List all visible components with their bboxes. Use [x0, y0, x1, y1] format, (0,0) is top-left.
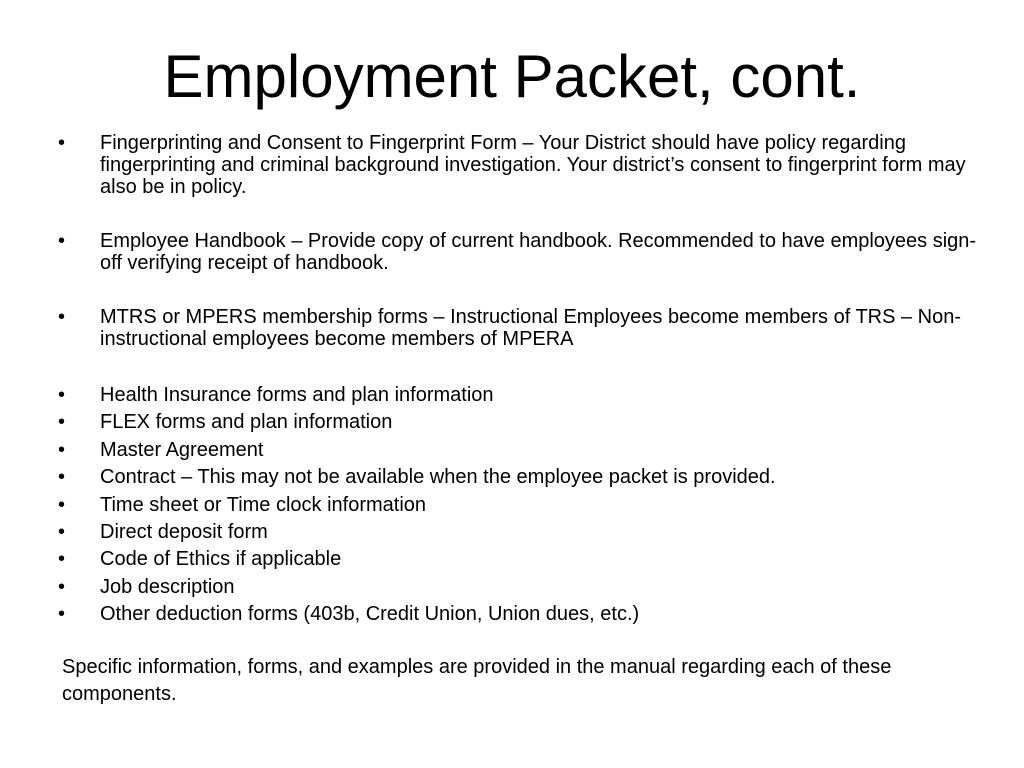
list-item	[58, 230, 978, 274]
bullet-icon: •	[58, 306, 66, 328]
bullet-icon: •	[58, 132, 66, 154]
list-item-text: Master Agreement	[100, 438, 264, 461]
list-item	[58, 546, 978, 573]
bullet-icon: •	[58, 384, 66, 406]
list-item-text: Employee Handbook – Provide copy of current handbook. Recommended to have employees sign-off verifying receipt of handbook.	[100, 230, 977, 274]
list-item	[58, 382, 978, 409]
list-item-text: Direct deposit form	[100, 521, 268, 544]
list-item-text: Other deduction forms (403b, Credit Union, Union dues, etc.)	[100, 603, 640, 626]
bullet-icon: •	[58, 230, 66, 252]
list-item-text: Job description	[100, 575, 235, 598]
list-item-text: Contract – This may not be available when the employee packet is provided.	[100, 466, 776, 489]
list-item	[58, 574, 978, 601]
footer-note: Specific information, forms, and examples are provided in the manual regarding each of these components.	[62, 656, 892, 705]
list-item-text: FLEX forms and plan information	[100, 411, 393, 434]
list-item	[58, 409, 978, 436]
list-item	[58, 519, 978, 546]
list-item	[58, 601, 978, 628]
bullet-icon: •	[58, 521, 66, 544]
list-item-text: Fingerprinting and Consent to Fingerprint Form – Your District should have policy regarding fingerprinting and criminal background investigation. Your district’s consent to fingerprint form may also be in policy.	[100, 132, 966, 198]
bullet-icon: •	[58, 493, 66, 516]
bullet-icon: •	[58, 466, 66, 489]
list-item-text: MTRS or MPERS membership forms – Instructional Employees become members of TRS – Non-instructional employees become members of MPERA	[100, 306, 962, 350]
list-item	[58, 464, 978, 491]
slide-title: Employment Packet, cont.	[163, 43, 861, 110]
bullet-list	[58, 132, 978, 629]
bullet-icon: •	[58, 603, 66, 626]
list-item	[58, 306, 978, 350]
bullet-icon: •	[58, 438, 66, 461]
list-item	[58, 437, 978, 464]
bullet-icon: •	[58, 411, 66, 434]
list-item-text: Time sheet or Time clock information	[100, 493, 427, 516]
list-item-text: Code of Ethics if applicable	[100, 548, 342, 571]
bullet-icon: •	[58, 575, 66, 598]
list-item-text: Health Insurance forms and plan information	[100, 384, 494, 406]
list-item	[58, 492, 978, 519]
bullet-icon: •	[58, 548, 66, 571]
list-item	[58, 132, 978, 198]
